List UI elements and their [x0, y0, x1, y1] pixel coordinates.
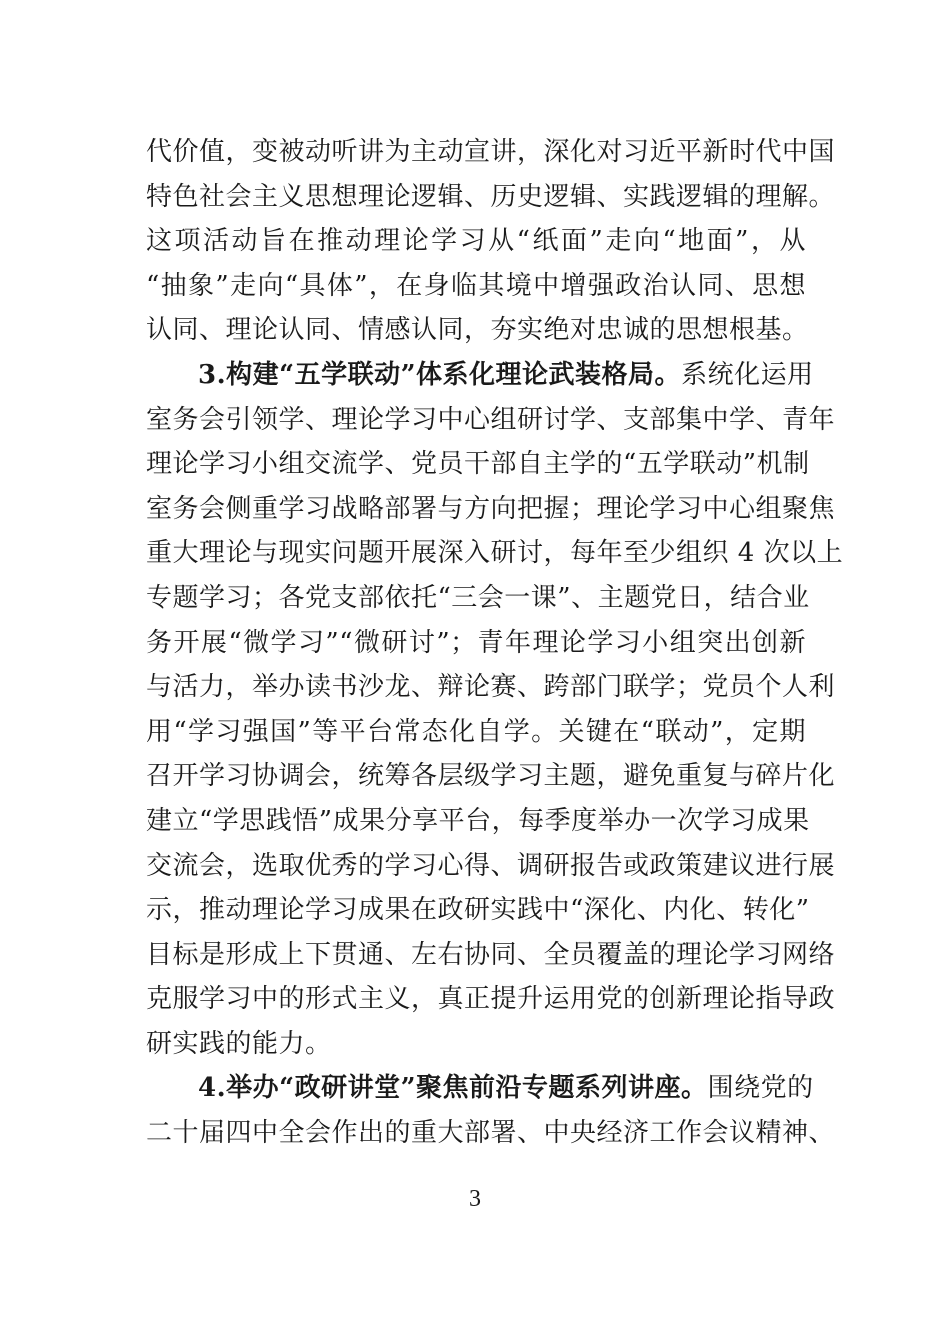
text-line: 这项活动旨在推动理论学习从“纸面”走向“地面”，从 [146, 226, 806, 257]
text-line: 示，推动理论学习成果在政研实践中“深化、内化、转化” [146, 895, 810, 926]
text-line: 务开展“微学习”“微研讨”；青年理论学习小组突出创新 [146, 627, 806, 658]
text-line: 室务会引领学、理论学习中心组研讨学、支部集中学、青年 [146, 404, 836, 435]
text-line: 代价值，变被动听讲为主动宣讲，深化对习近平新时代中国 [146, 137, 836, 167]
section-heading-3: 3.构建“五学联动”体系化理论武装格局。 [198, 359, 682, 390]
text-line: 室务会侧重学习战略部署与方向把握；理论学习中心组聚焦 [146, 493, 836, 524]
text-line: 与活力，举办读书沙龙、辩论赛、跨部门联学；党员个人利 [146, 672, 836, 703]
page-number: 3 [469, 1186, 481, 1212]
text-line: 认同、理论认同、情感认同，夯实绝对忠诚的思想根基。 [146, 315, 809, 346]
paragraph-first-line [146, 1066, 814, 1111]
text-line: 建立“学思践悟”成果分享平台，每季度举办一次学习成果 [146, 805, 810, 836]
text-line: “抽象”走向“具体”，在身临其境中增强政治认同、思想 [146, 270, 806, 301]
text-line: 专题学习；各党支部依托“三会一课”、主题党日，结合业 [146, 582, 810, 613]
text-line: 特色社会主义思想理论逻辑、历史逻辑、实践逻辑的理解。 [146, 181, 836, 212]
text-line: 用“学习强国”等平台常态化自学。关键在“联动”，定期 [146, 716, 806, 747]
text-line: 目标是形成上下贯通、左右协同、全员覆盖的理论学习网络 [146, 939, 836, 970]
text-line: 研实践的能力。 [146, 1028, 332, 1059]
paragraph-first-line [146, 353, 814, 398]
text-line: 召开学习协调会，统筹各层级学习主题，避免重复与碎片化 [146, 761, 836, 792]
body-text [146, 130, 844, 1156]
heading-line-rest: 系统化运用 [681, 359, 814, 390]
heading-line-rest: 围绕党的 [707, 1073, 814, 1104]
text-line: 理论学习小组交流学、党员干部自主学的“五学联动”机制 [146, 449, 810, 480]
text-line: 重大理论与现实问题开展深入研讨，每年至少组织 4 次以上 [146, 538, 844, 569]
text-line: 克服学习中的形式主义，真正提升运用党的创新理论指导政 [146, 984, 836, 1015]
section-heading-4: 4.举办“政研讲堂”聚焦前沿专题系列讲座。 [198, 1073, 708, 1104]
text-line: 交流会，选取优秀的学习心得、调研报告或政策建议进行展 [146, 850, 836, 881]
text-line: 二十届四中全会作出的重大部署、中央经济工作会议精神、 [146, 1118, 836, 1149]
